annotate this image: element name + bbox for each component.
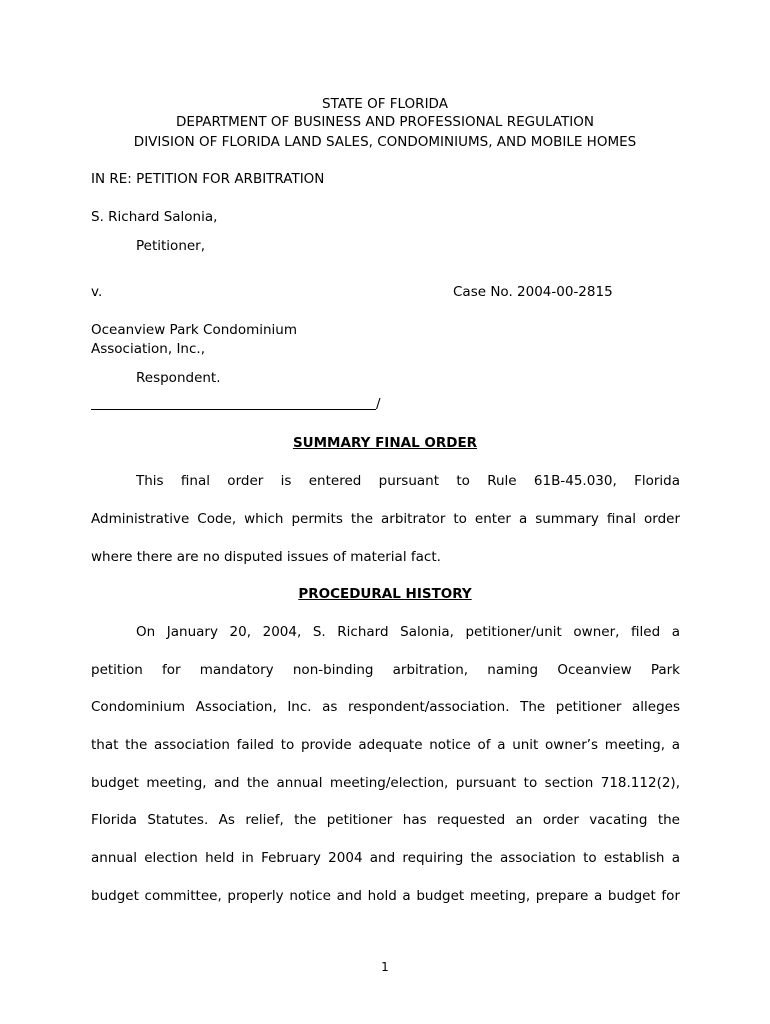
procedural-history-heading: PROCEDURAL HISTORY: [298, 586, 472, 602]
procedural-line: that the association failed to provide adequate notice of a unit owner’s meeting, a: [91, 737, 680, 753]
caption-divider: [91, 409, 376, 410]
in-re-line: IN RE: PETITION FOR ARBITRATION: [91, 171, 325, 187]
procedural-line: budget meeting, and the annual meeting/election, pursuant to section 718.112(2),: [91, 775, 680, 791]
case-number: Case No. 2004-00-2815: [453, 284, 613, 300]
header-state: STATE OF FLORIDA: [322, 96, 448, 112]
procedural-line: Condominium Association, Inc. as respondent/association. The petitioner alleges: [91, 699, 680, 715]
procedural-line: Florida Statutes. As relief, the petitioner has requested an order vacating the: [91, 812, 680, 828]
header-division: DIVISION OF FLORIDA LAND SALES, CONDOMINIUMS, AND MOBILE HOMES: [133, 134, 637, 150]
page-number: 1: [381, 960, 389, 974]
summary-final-order-heading: SUMMARY FINAL ORDER: [292, 435, 478, 451]
respondent-name-line-1: Oceanview Park Condominium: [91, 322, 298, 338]
procedural-line: petition for mandatory non-binding arbitration, naming Oceanview Park: [91, 662, 680, 678]
procedural-line: annual election held in February 2004 and requiring the association to establish a: [91, 850, 680, 866]
respondent-name-line-2: Association, Inc.,: [91, 341, 205, 357]
header-department: DEPARTMENT OF BUSINESS AND PROFESSIONAL REGULATION: [176, 114, 594, 130]
respondent-role: Respondent.: [136, 370, 221, 386]
procedural-line: On January 20, 2004, S. Richard Salonia, petitioner/unit owner, filed a: [136, 624, 680, 640]
procedural-line: budget committee, properly notice and hold a budget meeting, prepare a budget for: [91, 888, 680, 904]
petitioner-role: Petitioner,: [136, 238, 206, 254]
versus-label: v.: [91, 284, 103, 300]
summary-line: Administrative Code, which permits the arbitrator to enter a summary final order: [91, 511, 680, 527]
petitioner-name: S. Richard Salonia,: [91, 209, 218, 225]
caption-divider-slash: /: [376, 396, 381, 412]
summary-line: This final order is entered pursuant to Rule 61B-45.030, Florida: [136, 473, 680, 489]
summary-line: where there are no disputed issues of material fact.: [91, 549, 441, 565]
